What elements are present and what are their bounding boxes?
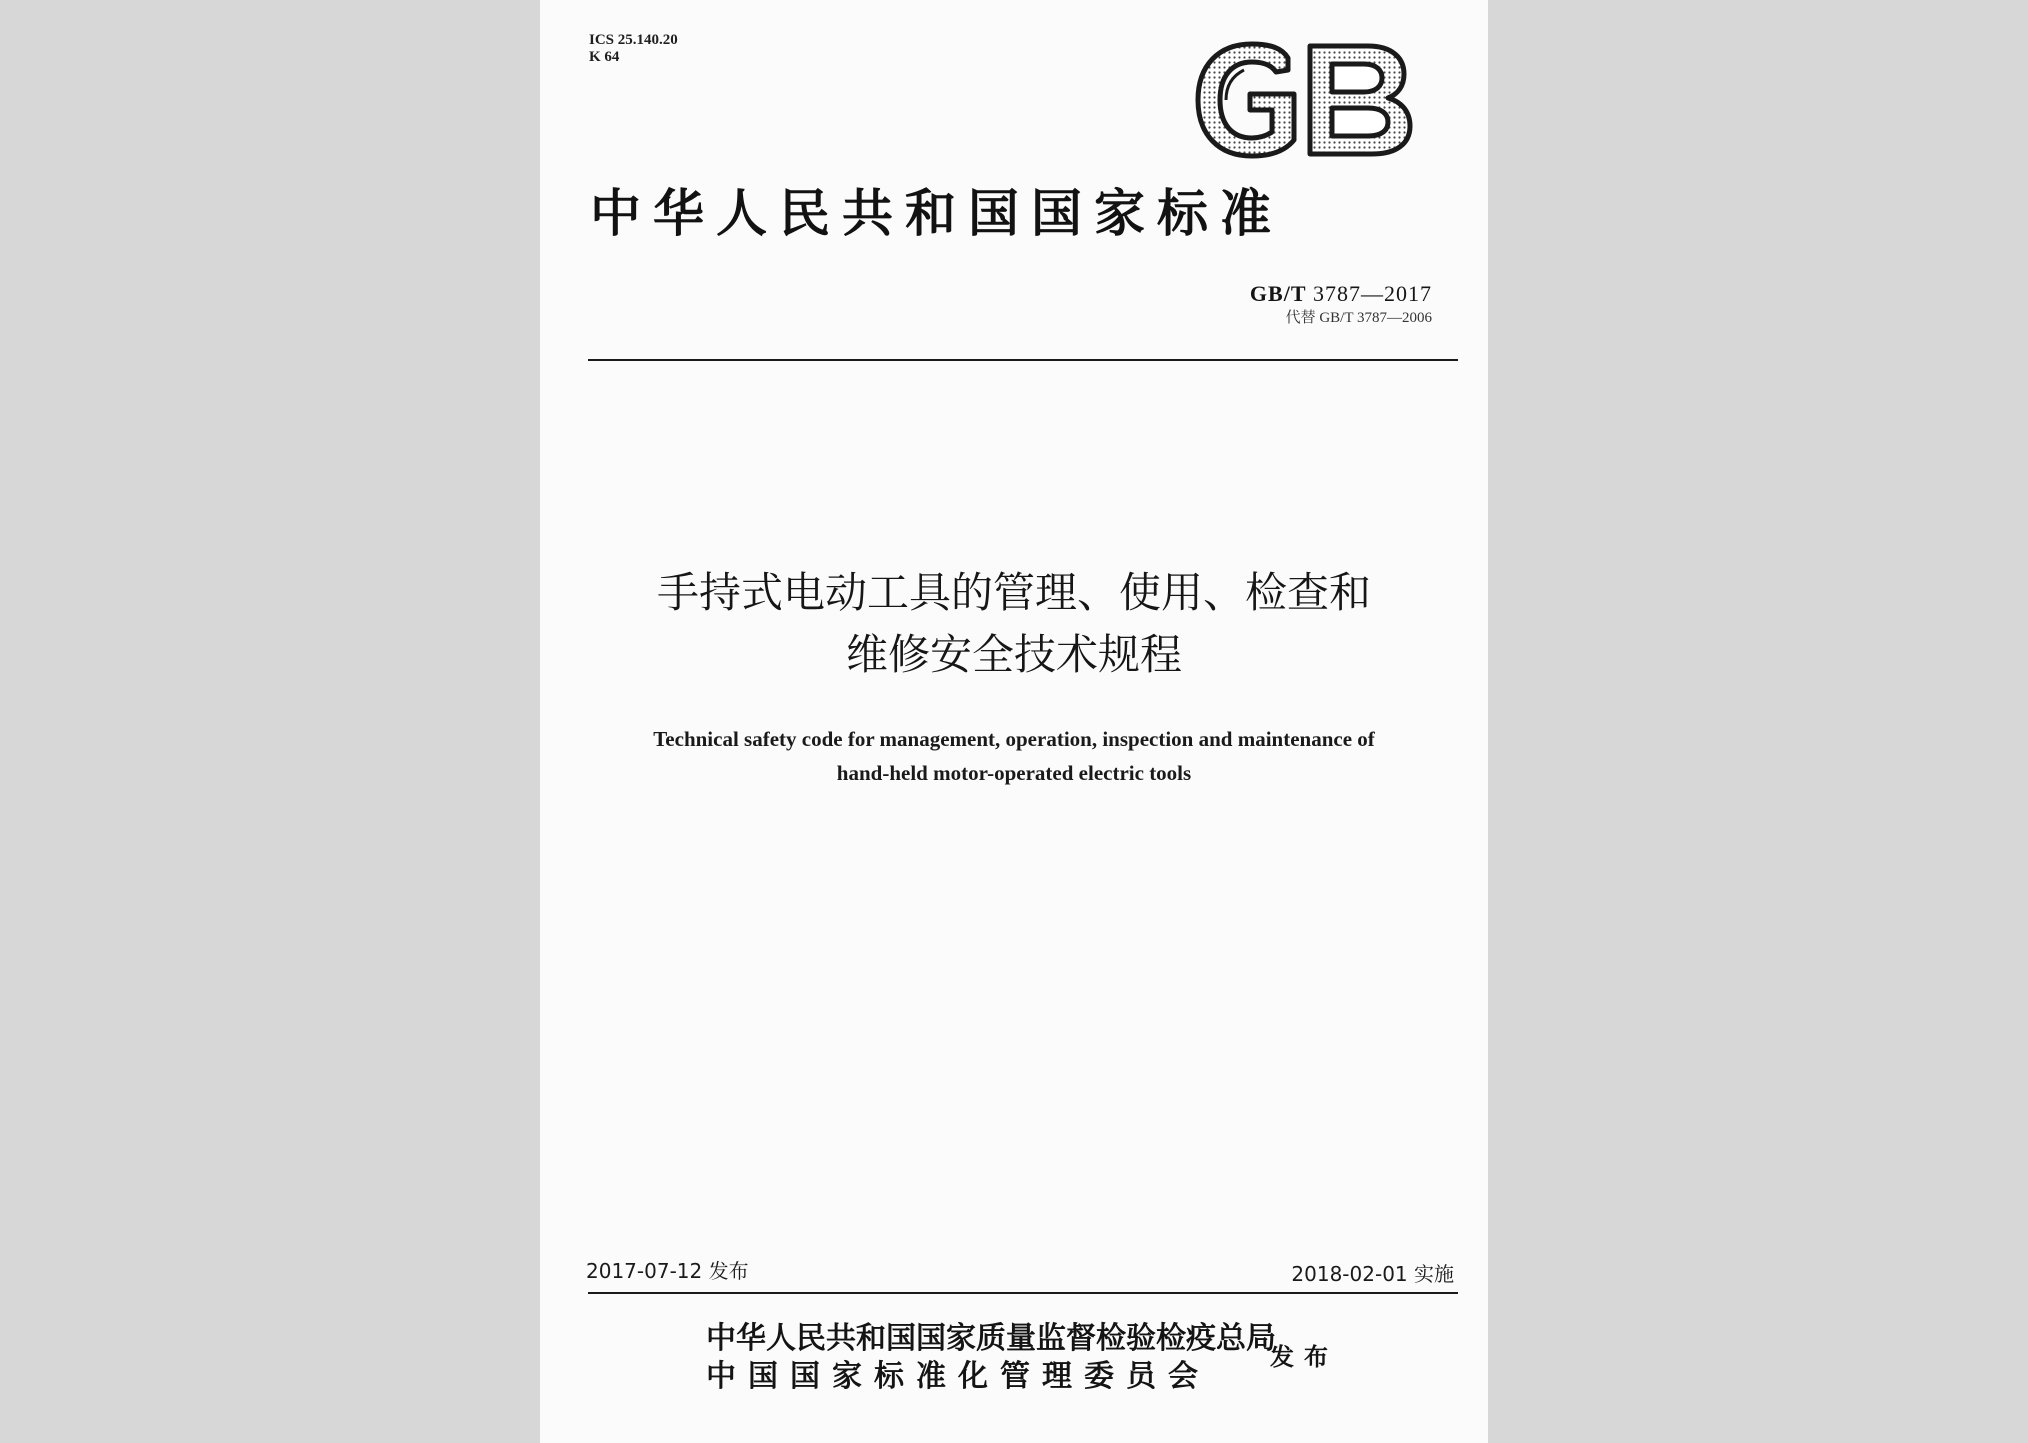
standard-code <box>1250 282 1432 306</box>
document-title-chinese-line1: 手持式电动工具的管理、使用、检查和 <box>656 568 1371 617</box>
issuing-authorities <box>706 1320 1276 1396</box>
document-title-english-line2: hand-held motor-operated electric tools <box>836 761 1192 785</box>
document-cover-page <box>540 0 1488 1443</box>
document-title-chinese-line2: 维修安全技术规程 <box>845 630 1182 679</box>
standard-code-block <box>1250 282 1432 328</box>
header-divider <box>588 359 1458 361</box>
footer-divider <box>588 1292 1458 1294</box>
effective-date: 2018-02-01 实施 <box>1291 1262 1454 1286</box>
publish-label: 发布 <box>1270 1342 1338 1371</box>
issue-date: 2017-07-12 发布 <box>586 1259 749 1283</box>
document-title-chinese <box>580 562 1448 686</box>
ics-code: ICS 25.140.20 <box>589 32 678 48</box>
standard-category-title: 中华人民共和国国家标准 <box>590 184 1284 244</box>
classification-codes <box>589 32 678 66</box>
gb-logo-icon <box>1192 40 1414 160</box>
document-title-english-line1: Technical safety code for management, operation, inspection and maintenance of <box>653 727 1375 751</box>
standard-code-prefix: GB/T <box>1249 281 1307 306</box>
standard-code-number: 3787—2017 <box>1313 281 1432 306</box>
ccs-code: K 64 <box>589 49 620 65</box>
document-title-english <box>580 722 1448 790</box>
replaces-standard: 代替 GB/T 3787—2006 <box>1285 310 1432 326</box>
issuer-aqsiq: 中华人民共和国国家质量监督检验检疫总局 <box>706 1321 1276 1356</box>
issuer-sac: 中国国家标准化管理委员会 <box>706 1359 1210 1394</box>
